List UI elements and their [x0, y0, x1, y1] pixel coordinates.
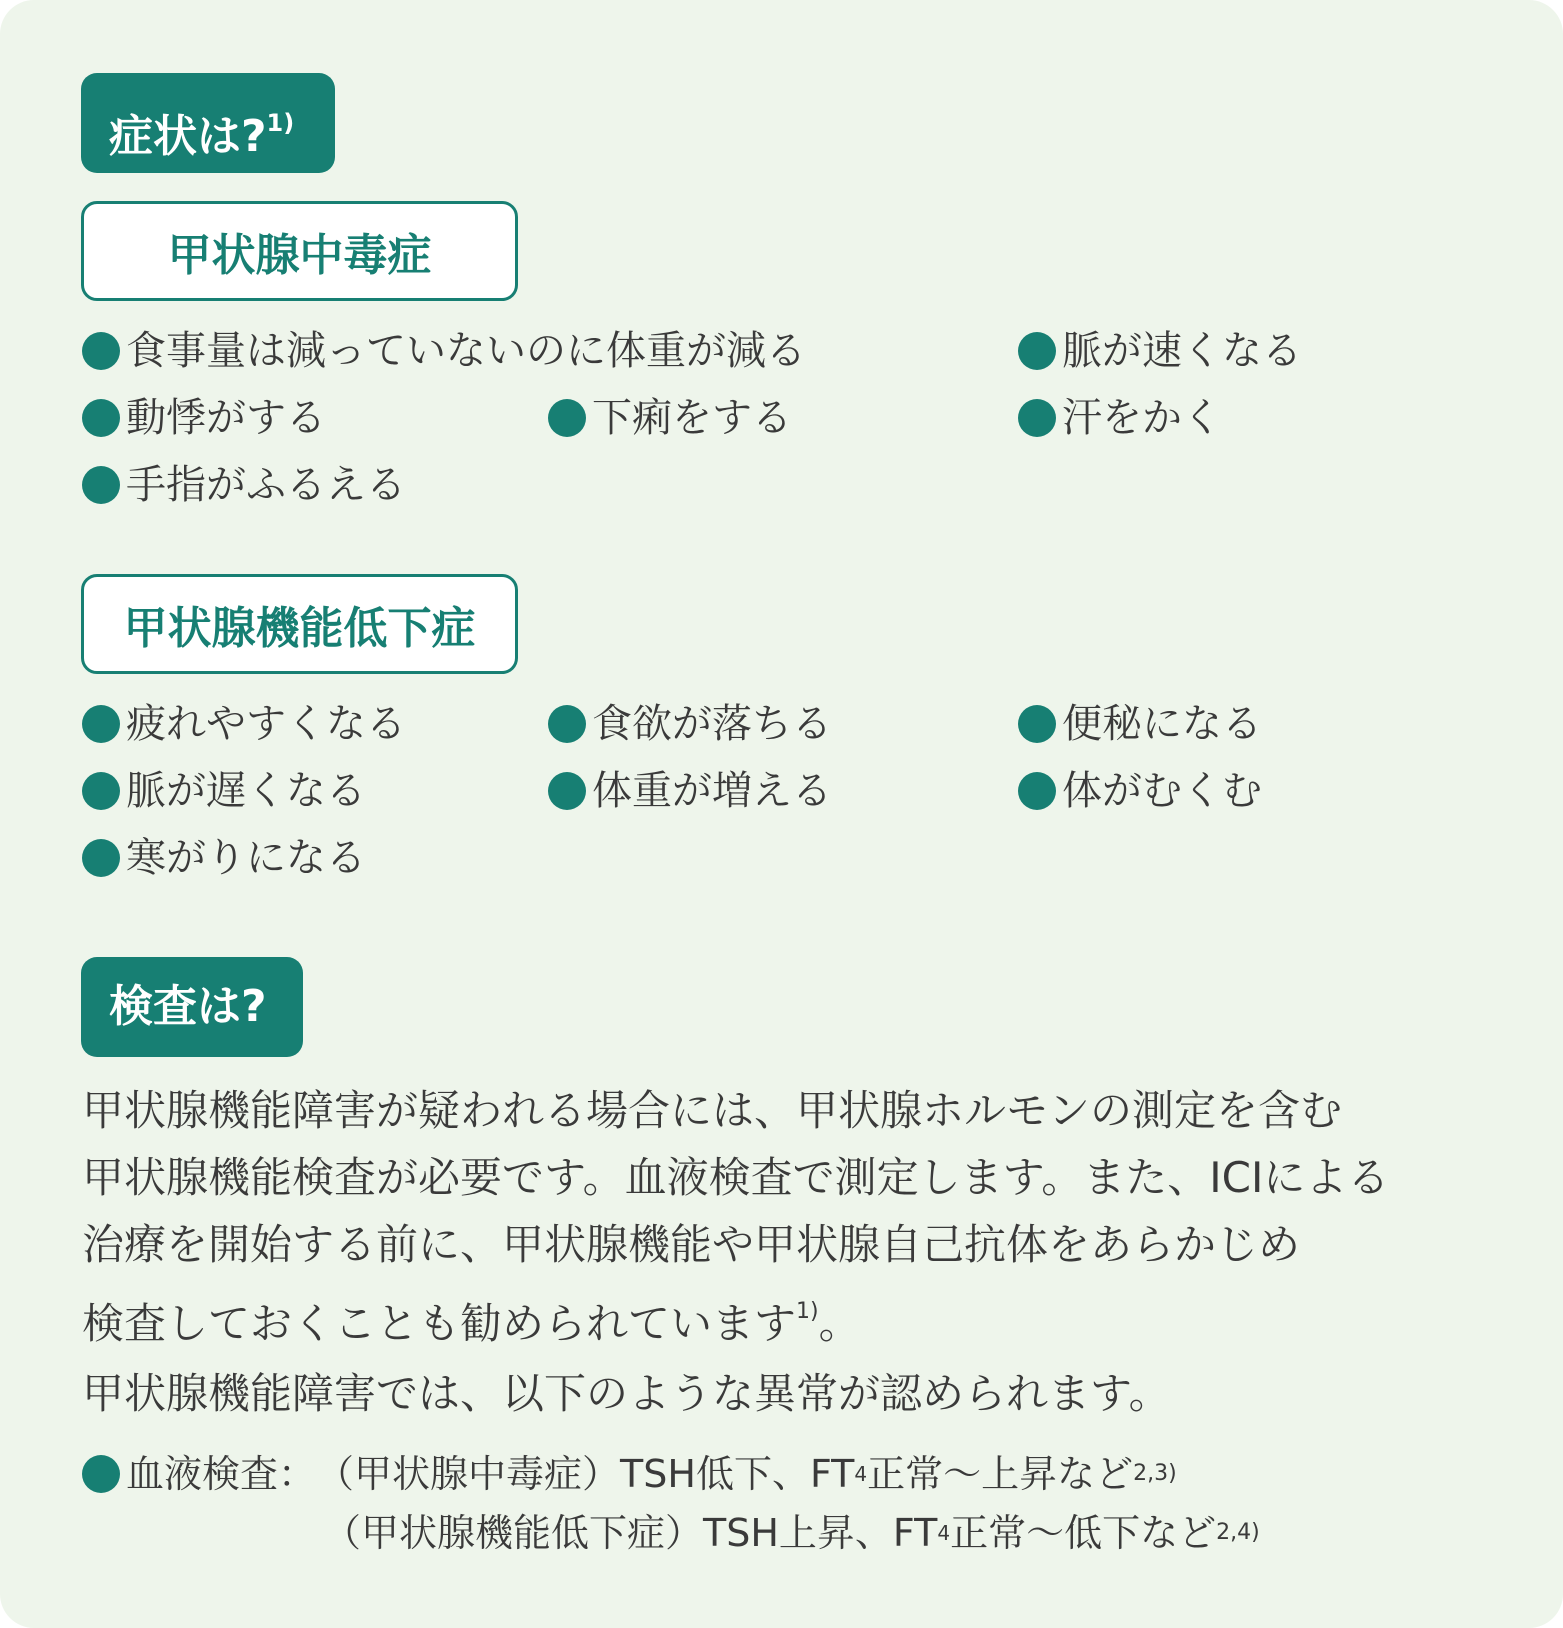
exam-paragraph-line: 治療を開始する前に、甲状腺機能や甲状腺自己抗体をあらかじめ: [82, 1220, 1301, 1269]
blood-test-row-hyper: 血液検査： （甲状腺中毒症） TSH低下、FT 4 正常～上昇など 2,3): [82, 1444, 1177, 1504]
exam-heading: [81, 957, 303, 1057]
hypo-symptom-slow-pulse: 脈が遅くなる: [82, 765, 366, 817]
hyper-symptom-fast-pulse: 脈が速くなる: [1018, 325, 1302, 377]
bullet-dot: [548, 772, 586, 810]
exam-paragraph-ref: 1): [796, 1299, 819, 1324]
hyper-symptom-weight-loss: 食事量は減っていないのに体重が減る: [82, 325, 806, 377]
bullet-dot: [82, 399, 120, 437]
bullet-dot: [548, 705, 586, 743]
exam-heading-text: 検査は?: [109, 981, 267, 1032]
exam-paragraph-line: 甲状腺機能障害が疑われる場合には、甲状腺ホルモンの測定を含む: [82, 1086, 1343, 1135]
hyper-symptom-diarrhea: 下痢をする: [548, 392, 792, 444]
symptoms-heading: [81, 73, 335, 173]
hypo-symptom-fatigue: 疲れやすくなる: [82, 698, 406, 750]
hypo-symptom-edema: 体がむくむ: [1018, 765, 1262, 817]
hypo-symptom-weight-gain: 体重が増える: [548, 765, 832, 817]
exam-paragraph-line: 甲状腺機能検査が必要です。血液検査で測定します。また、ICIによる: [82, 1153, 1390, 1202]
bullet-dot: [82, 839, 120, 877]
bullet-dot: [82, 772, 120, 810]
hypothyroid-tag: 甲状腺機能低下症: [81, 574, 518, 674]
bullet-dot: [548, 399, 586, 437]
blood-test-label: 血液検査：: [126, 1452, 317, 1496]
symptoms-heading-text: 症状は?: [109, 111, 267, 162]
bullet-dot: [82, 705, 120, 743]
exam-paragraph: [82, 1077, 1502, 1357]
exam-abnormal-text: 甲状腺機能障害では、以下のような異常が認められます。: [82, 1369, 1171, 1418]
bullet-dot: [1018, 772, 1056, 810]
hypo-symptom-cold-sensitivity: 寒がりになる: [82, 832, 366, 884]
exam-paragraph-line-last: 検査しておくことも勧められています$^{1)}$。: [82, 1299, 861, 1348]
hypo-symptom-appetite: 食欲が落ちる: [548, 698, 832, 750]
hyperthyroid-tag: 甲状腺中毒症: [81, 201, 518, 301]
blood-test-row-hypo: （甲状腺機能低下症） TSH上昇、FT 4 正常～低下など 2,4): [323, 1511, 1260, 1555]
bullet-dot: [82, 466, 120, 504]
bullet-dot: [82, 1455, 120, 1493]
bullet-dot: [1018, 705, 1056, 743]
hyper-symptom-tremor: 手指がふるえる: [82, 459, 406, 511]
bullet-dot: [1018, 332, 1056, 370]
hyper-symptom-palpitations: 動悸がする: [82, 392, 326, 444]
hyper-symptom-sweating: 汗をかく: [1018, 392, 1222, 444]
bullet-dot: [1018, 399, 1056, 437]
symptoms-heading-ref: 1): [266, 109, 295, 137]
bullet-dot: [82, 332, 120, 370]
hypo-symptom-constipation: 便秘になる: [1018, 698, 1262, 750]
